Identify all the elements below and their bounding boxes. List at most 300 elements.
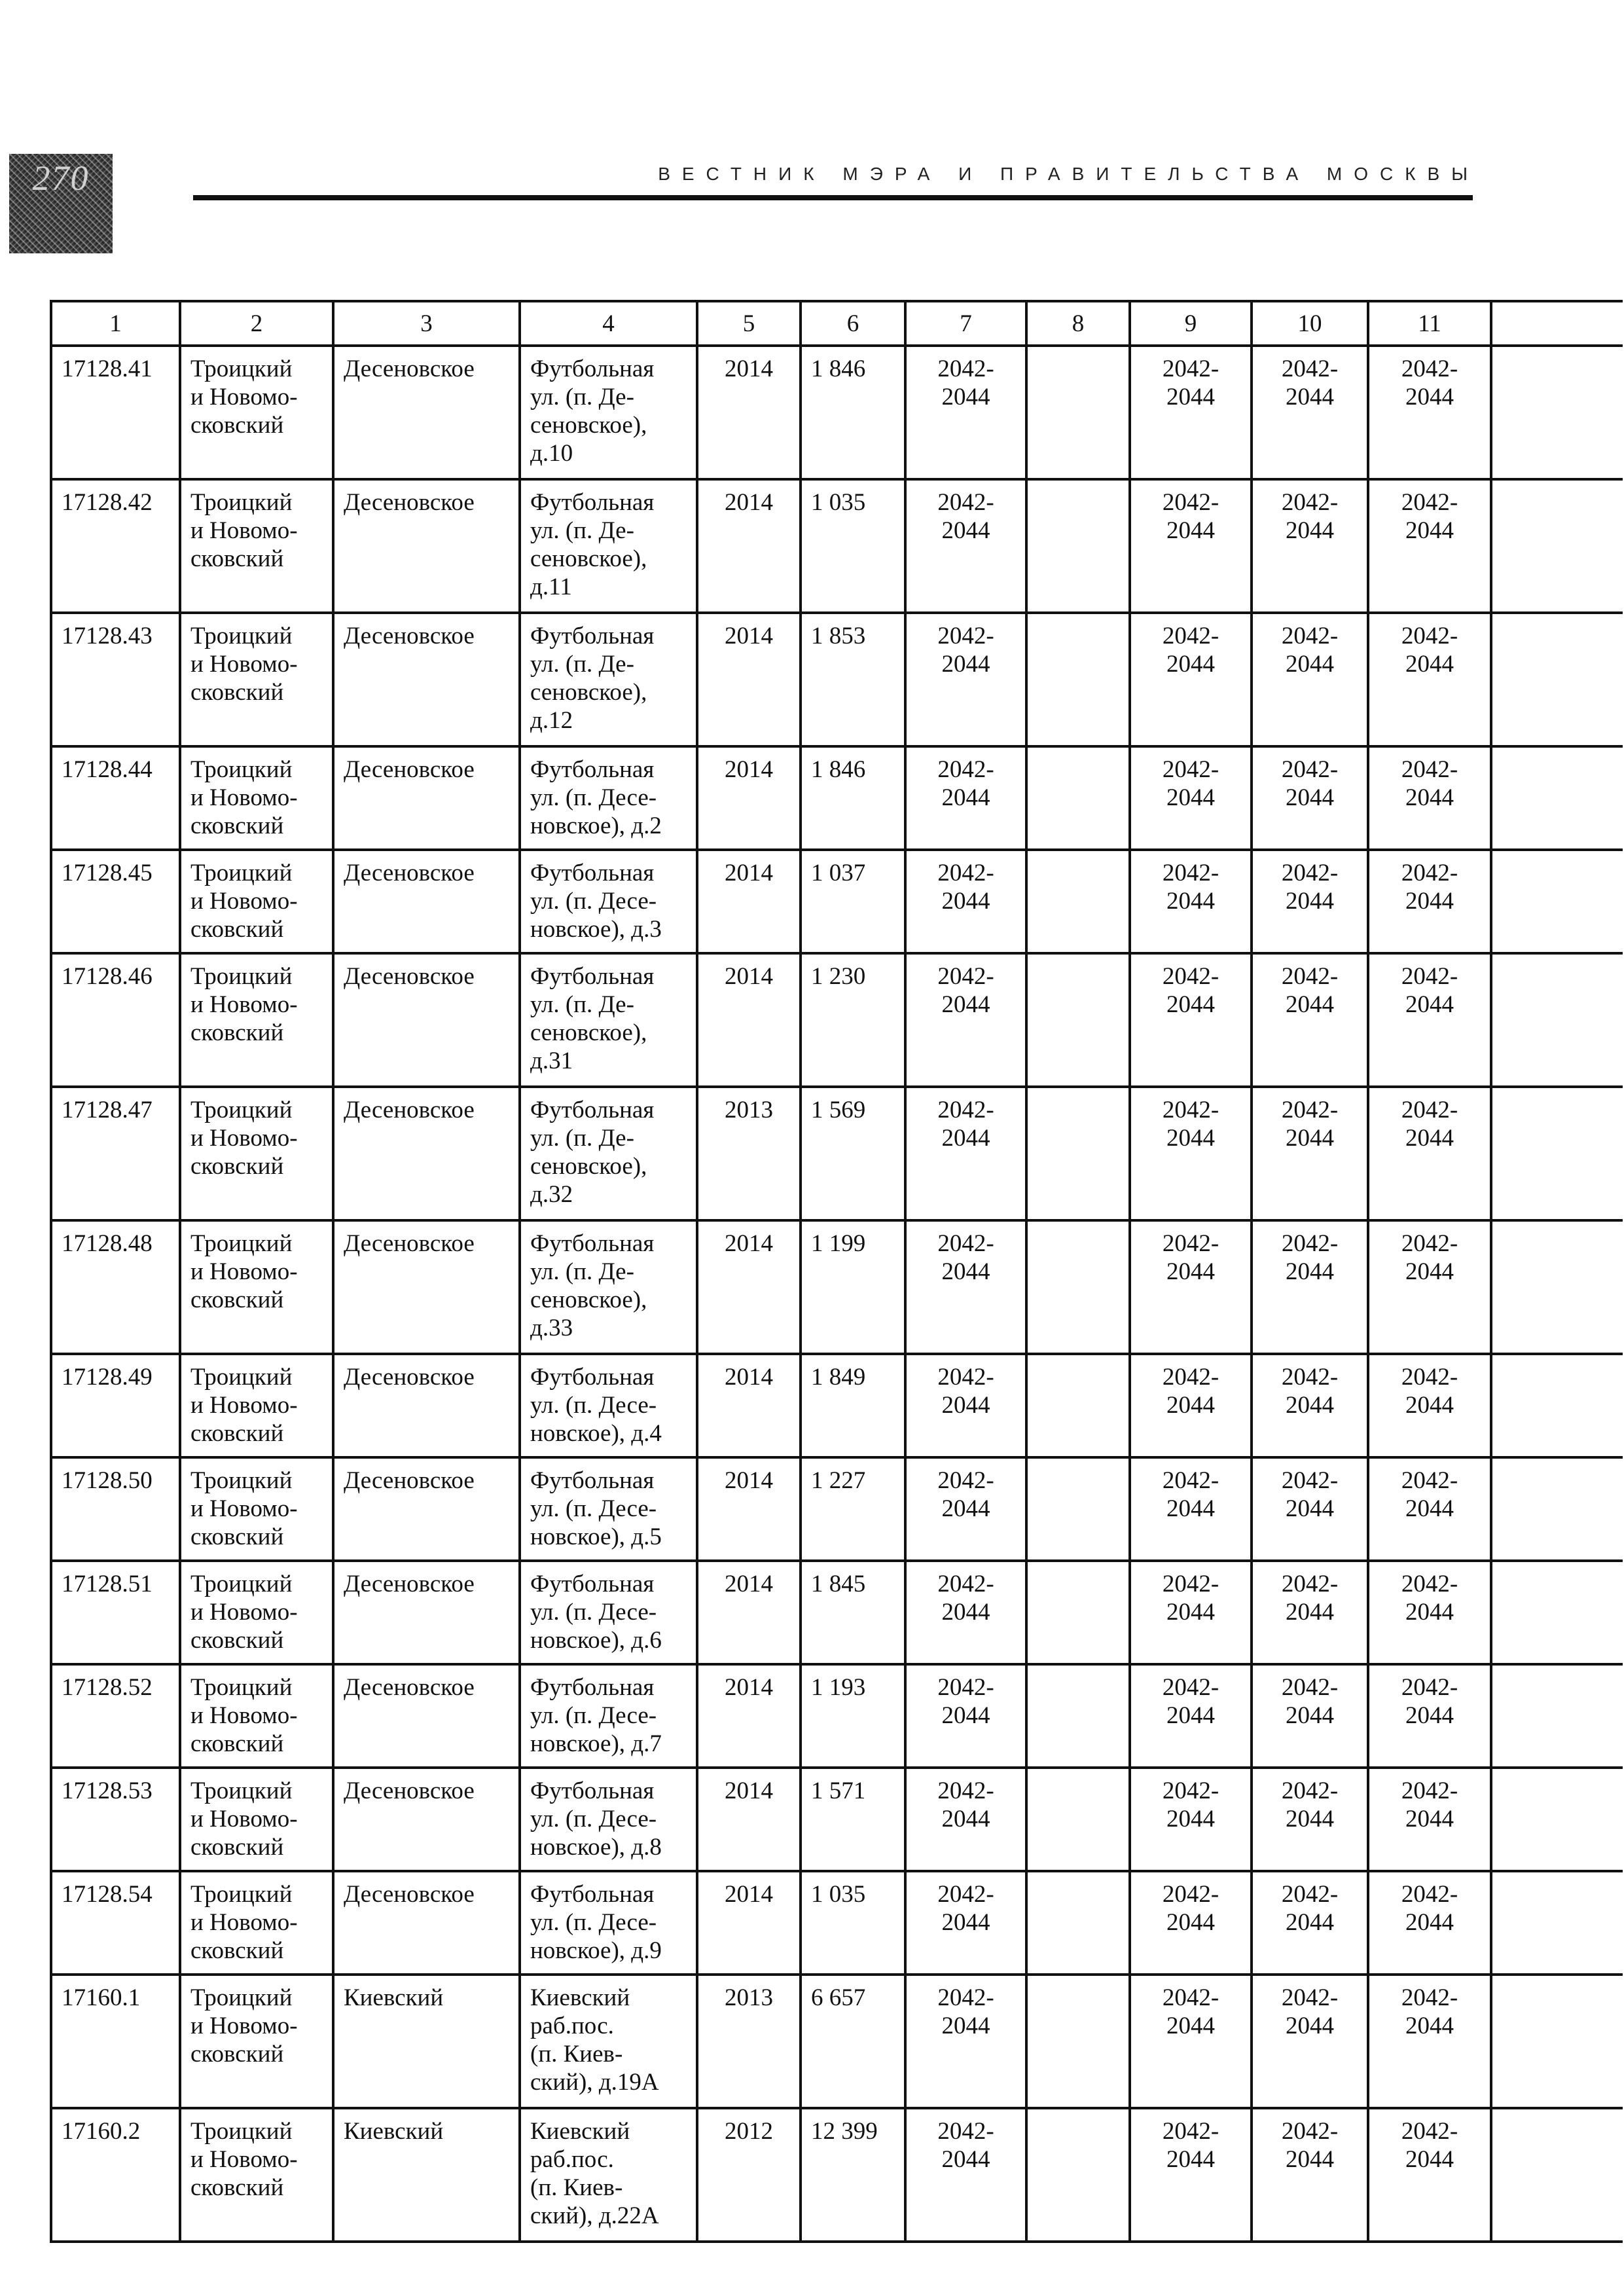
year-cell-text: 2014 <box>725 1230 773 1257</box>
col8-cell <box>1026 953 1130 1087</box>
settlement-cell <box>333 1664 520 1768</box>
col11-cell-text: 2042- 2044 <box>1401 963 1458 1018</box>
col7-cell <box>905 850 1026 953</box>
col10-cell <box>1252 1664 1368 1768</box>
col11-cell <box>1368 1975 1491 2108</box>
address-cell <box>520 1087 697 1220</box>
district-cell-text: Троицкий и Новомо- сковский <box>190 963 298 1046</box>
year-cell <box>697 746 801 850</box>
row-id <box>51 746 180 850</box>
area-cell-text: 1 853 <box>811 623 866 649</box>
area-cell <box>801 746 905 850</box>
row-id <box>51 1664 180 1768</box>
address-cell-text: Футбольная ул. (п. Десе- новское), д.3 <box>530 860 662 943</box>
settlement-cell-text: Десеновское <box>344 756 475 783</box>
address-cell <box>520 1561 697 1664</box>
settlement-cell <box>333 1220 520 1354</box>
address-cell-text: Футбольная ул. (п. Де- сеновское), д.11 <box>530 489 655 600</box>
district-cell <box>180 613 333 746</box>
year-cell <box>697 1975 801 2108</box>
col7-cell <box>905 1871 1026 1975</box>
col8-cell <box>1026 1768 1130 1871</box>
area-cell-text: 1 230 <box>811 963 866 990</box>
address-cell <box>520 2108 697 2242</box>
col11-cell-text: 2042- 2044 <box>1401 355 1458 410</box>
settlement-cell-text: Десеновское <box>344 1881 475 1908</box>
row-id <box>51 1457 180 1561</box>
address-cell-text: Футбольная ул. (п. Де- сеновское), д.31 <box>530 963 655 1074</box>
area-cell-text: 12 399 <box>811 2118 878 2145</box>
address-cell <box>520 1354 697 1457</box>
district-cell <box>180 479 333 613</box>
col10-cell <box>1252 1561 1368 1664</box>
col7-cell-text: 2042- 2044 <box>937 1984 994 2039</box>
column-header: 3 <box>333 301 520 346</box>
col12-cell <box>1491 1087 1623 1220</box>
district-cell <box>180 2108 333 2242</box>
col10-cell <box>1252 1457 1368 1561</box>
settlement-cell-text: Десеновское <box>344 489 475 516</box>
year-cell <box>697 953 801 1087</box>
col11-cell-text: 2042- 2044 <box>1401 1881 1458 1936</box>
col12-cell <box>1491 1220 1623 1354</box>
year-cell-text: 2014 <box>725 756 773 783</box>
col10-cell <box>1252 1871 1368 1975</box>
table-row <box>51 850 1623 953</box>
year-cell-text: 2014 <box>725 1881 773 1908</box>
row-id-text: 17160.1 <box>62 1984 141 2011</box>
col8-cell <box>1026 2108 1130 2242</box>
settlement-cell <box>333 1457 520 1561</box>
settlement-cell-text: Десеновское <box>344 623 475 649</box>
col7-cell-text: 2042- 2044 <box>937 1230 994 1285</box>
col10-cell <box>1252 850 1368 953</box>
table-row <box>51 1871 1623 1975</box>
col9-cell-text: 2042- 2044 <box>1162 756 1219 811</box>
col9-cell-text: 2042- 2044 <box>1162 1364 1219 1419</box>
col11-cell <box>1368 953 1491 1087</box>
col10-cell <box>1252 953 1368 1087</box>
district-cell <box>180 1354 333 1457</box>
year-cell <box>697 479 801 613</box>
address-cell-text: Футбольная ул. (п. Де- сеновское), д.32 <box>530 1097 655 1208</box>
address-cell <box>520 1871 697 1975</box>
col7-cell-text: 2042- 2044 <box>937 1674 994 1729</box>
col11-cell-text: 2042- 2044 <box>1401 756 1458 811</box>
col7-cell-text: 2042- 2044 <box>937 1881 994 1936</box>
col11-cell <box>1368 613 1491 746</box>
settlement-cell <box>333 850 520 953</box>
col8-cell <box>1026 1975 1130 2108</box>
row-id <box>51 613 180 746</box>
col9-cell <box>1130 346 1252 479</box>
district-cell <box>180 1220 333 1354</box>
col7-cell-text: 2042- 2044 <box>937 2118 994 2173</box>
col8-cell <box>1026 346 1130 479</box>
address-cell-text: Футбольная ул. (п. Десе- новское), д.7 <box>530 1674 662 1757</box>
district-cell <box>180 1975 333 2108</box>
area-cell <box>801 479 905 613</box>
col10-cell <box>1252 1975 1368 2108</box>
col9-cell-text: 2042- 2044 <box>1162 1571 1219 1626</box>
settlement-cell <box>333 2108 520 2242</box>
area-cell-text: 1 845 <box>811 1571 866 1597</box>
col8-cell <box>1026 1220 1130 1354</box>
district-cell <box>180 1871 333 1975</box>
running-head: ВЕСТНИК МЭРА И ПРАВИТЕЛЬСТВА МОСКВЫ <box>658 164 1479 184</box>
area-cell <box>801 1768 905 1871</box>
settlement-cell <box>333 1354 520 1457</box>
col11-cell-text: 2042- 2044 <box>1401 1777 1458 1832</box>
col10-cell-text: 2042- 2044 <box>1281 355 1339 410</box>
col10-cell <box>1252 1220 1368 1354</box>
col12-cell <box>1491 746 1623 850</box>
col10-cell-text: 2042- 2044 <box>1281 1571 1339 1626</box>
area-cell-text: 1 227 <box>811 1467 866 1494</box>
settlement-cell-text: Десеновское <box>344 963 475 990</box>
settlement-cell <box>333 479 520 613</box>
col11-cell-text: 2042- 2044 <box>1401 1984 1458 2039</box>
col8-cell <box>1026 479 1130 613</box>
table-body <box>51 346 1623 2242</box>
year-cell-text: 2014 <box>725 860 773 886</box>
district-cell <box>180 746 333 850</box>
settlement-cell <box>333 1561 520 1664</box>
col11-cell-text: 2042- 2044 <box>1401 860 1458 915</box>
year-cell <box>697 1457 801 1561</box>
row-id-text: 17128.42 <box>62 489 153 516</box>
col9-cell <box>1130 1768 1252 1871</box>
col7-cell-text: 2042- 2044 <box>937 489 994 544</box>
col7-cell-text: 2042- 2044 <box>937 860 994 915</box>
area-cell <box>801 1220 905 1354</box>
address-cell <box>520 1975 697 2108</box>
col8-cell <box>1026 746 1130 850</box>
col11-cell <box>1368 850 1491 953</box>
col10-cell-text: 2042- 2044 <box>1281 623 1339 678</box>
district-cell-text: Троицкий и Новомо- сковский <box>190 2118 298 2201</box>
row-id-text: 17128.53 <box>62 1777 153 1804</box>
area-cell <box>801 1871 905 1975</box>
year-cell-text: 2014 <box>725 355 773 382</box>
col9-cell-text: 2042- 2044 <box>1162 1881 1219 1936</box>
col8-cell <box>1026 1354 1130 1457</box>
row-id-text: 17128.49 <box>62 1364 153 1391</box>
area-cell-text: 6 657 <box>811 1984 866 2011</box>
col7-cell <box>905 479 1026 613</box>
row-id-text: 17128.43 <box>62 623 153 649</box>
col8-cell <box>1026 1871 1130 1975</box>
settlement-cell-text: Десеновское <box>344 1230 475 1257</box>
row-id <box>51 479 180 613</box>
col7-cell <box>905 2108 1026 2242</box>
col10-cell-text: 2042- 2044 <box>1281 2118 1339 2173</box>
address-cell <box>520 1664 697 1768</box>
settlement-cell <box>333 1087 520 1220</box>
row-id-text: 17128.41 <box>62 355 153 382</box>
col7-cell <box>905 1354 1026 1457</box>
column-header: 5 <box>697 301 801 346</box>
row-id <box>51 1561 180 1664</box>
col11-cell-text: 2042- 2044 <box>1401 1467 1458 1522</box>
address-cell <box>520 479 697 613</box>
data-table <box>50 300 1623 2243</box>
col11-cell-text: 2042- 2044 <box>1401 2118 1458 2173</box>
district-cell-text: Троицкий и Новомо- сковский <box>190 860 298 943</box>
address-cell-text: Футбольная ул. (п. Де- сеновское), д.12 <box>530 623 655 734</box>
row-id-text: 17160.2 <box>62 2118 141 2145</box>
col12-cell <box>1491 1975 1623 2108</box>
col7-cell <box>905 613 1026 746</box>
table-row <box>51 1087 1623 1220</box>
col9-cell-text: 2042- 2044 <box>1162 1097 1219 1152</box>
col9-cell <box>1130 746 1252 850</box>
district-cell-text: Троицкий и Новомо- сковский <box>190 1777 298 1861</box>
col9-cell <box>1130 1664 1252 1768</box>
settlement-cell <box>333 1871 520 1975</box>
row-id <box>51 1871 180 1975</box>
col11-cell-text: 2042- 2044 <box>1401 489 1458 544</box>
col9-cell <box>1130 1871 1252 1975</box>
row-id <box>51 346 180 479</box>
col12-cell <box>1491 953 1623 1087</box>
settlement-cell-text: Десеновское <box>344 1571 475 1597</box>
col10-cell <box>1252 346 1368 479</box>
area-cell <box>801 613 905 746</box>
header-row <box>51 301 1623 346</box>
col10-cell-text: 2042- 2044 <box>1281 1230 1339 1285</box>
address-cell-text: Футбольная ул. (п. Десе- новское), д.6 <box>530 1571 662 1654</box>
row-id <box>51 2108 180 2242</box>
district-cell <box>180 1087 333 1220</box>
year-cell-text: 2012 <box>725 2118 773 2145</box>
address-cell <box>520 1768 697 1871</box>
row-id <box>51 953 180 1087</box>
year-cell <box>697 1664 801 1768</box>
col11-cell-text: 2042- 2044 <box>1401 1571 1458 1626</box>
year-cell-text: 2014 <box>725 1674 773 1701</box>
district-cell <box>180 1457 333 1561</box>
row-id-text: 17128.48 <box>62 1230 153 1257</box>
page-number-badge <box>9 154 113 253</box>
area-cell <box>801 850 905 953</box>
col10-cell <box>1252 2108 1368 2242</box>
header-rule <box>193 195 1473 200</box>
row-id <box>51 1354 180 1457</box>
col7-cell-text: 2042- 2044 <box>937 756 994 811</box>
col7-cell <box>905 1561 1026 1664</box>
area-cell <box>801 1354 905 1457</box>
address-cell-text: Футбольная ул. (п. Десе- новское), д.9 <box>530 1881 662 1964</box>
col7-cell <box>905 1220 1026 1354</box>
area-cell-text: 1 569 <box>811 1097 866 1123</box>
col9-cell <box>1130 1561 1252 1664</box>
area-cell <box>801 1975 905 2108</box>
settlement-cell-text: Десеновское <box>344 1674 475 1701</box>
col9-cell <box>1130 1087 1252 1220</box>
settlement-cell-text: Киевский <box>344 2118 444 2145</box>
col10-cell-text: 2042- 2044 <box>1281 1467 1339 1522</box>
col7-cell-text: 2042- 2044 <box>937 1777 994 1832</box>
area-cell-text: 1 571 <box>811 1777 866 1804</box>
col9-cell <box>1130 613 1252 746</box>
area-cell-text: 1 849 <box>811 1364 866 1391</box>
year-cell <box>697 2108 801 2242</box>
year-cell-text: 2014 <box>725 963 773 990</box>
table-row <box>51 1354 1623 1457</box>
col12-cell <box>1491 1354 1623 1457</box>
settlement-cell-text: Десеновское <box>344 1467 475 1494</box>
col9-cell-text: 2042- 2044 <box>1162 2118 1219 2173</box>
table-row <box>51 2108 1623 2242</box>
table-row <box>51 1561 1623 1664</box>
address-cell-text: Футбольная ул. (п. Десе- новское), д.2 <box>530 756 662 839</box>
year-cell <box>697 1087 801 1220</box>
table-row <box>51 746 1623 850</box>
col9-cell <box>1130 953 1252 1087</box>
row-id-text: 17128.45 <box>62 860 153 886</box>
col10-cell-text: 2042- 2044 <box>1281 860 1339 915</box>
column-header: 10 <box>1252 301 1368 346</box>
col11-cell-text: 2042- 2044 <box>1401 1097 1458 1152</box>
settlement-cell-text: Десеновское <box>344 1097 475 1123</box>
year-cell <box>697 1561 801 1664</box>
col12-cell <box>1491 613 1623 746</box>
area-cell-text: 1 193 <box>811 1674 866 1701</box>
settlement-cell <box>333 953 520 1087</box>
col11-cell-text: 2042- 2044 <box>1401 623 1458 678</box>
table-row <box>51 1975 1623 2108</box>
table-row <box>51 1768 1623 1871</box>
row-id <box>51 850 180 953</box>
address-cell <box>520 346 697 479</box>
column-header: 6 <box>801 301 905 346</box>
col9-cell <box>1130 1220 1252 1354</box>
area-cell-text: 1 035 <box>811 1881 866 1908</box>
col10-cell <box>1252 1768 1368 1871</box>
settlement-cell-text: Киевский <box>344 1984 444 2011</box>
col9-cell <box>1130 850 1252 953</box>
district-cell-text: Троицкий и Новомо- сковский <box>190 1674 298 1757</box>
col11-cell <box>1368 2108 1491 2242</box>
address-cell <box>520 1457 697 1561</box>
row-id-text: 17128.50 <box>62 1467 153 1494</box>
row-id <box>51 1220 180 1354</box>
col11-cell <box>1368 1561 1491 1664</box>
col11-cell <box>1368 1087 1491 1220</box>
year-cell-text: 2014 <box>725 1467 773 1494</box>
address-cell-text: Футбольная ул. (п. Де- сеновское), д.10 <box>530 355 655 467</box>
col7-cell <box>905 746 1026 850</box>
row-id <box>51 1975 180 2108</box>
column-header: 9 <box>1130 301 1252 346</box>
year-cell <box>697 346 801 479</box>
col10-cell <box>1252 613 1368 746</box>
area-cell-text: 1 199 <box>811 1230 866 1257</box>
district-cell-text: Троицкий и Новомо- сковский <box>190 1364 298 1447</box>
area-cell <box>801 1561 905 1664</box>
col8-cell <box>1026 613 1130 746</box>
column-header: 8 <box>1026 301 1130 346</box>
row-id-text: 17128.46 <box>62 963 153 990</box>
row-id-text: 17128.54 <box>62 1881 153 1908</box>
col11-cell <box>1368 346 1491 479</box>
area-cell <box>801 346 905 479</box>
col8-cell <box>1026 1087 1130 1220</box>
col11-cell <box>1368 1768 1491 1871</box>
settlement-cell-text: Десеновское <box>344 1777 475 1804</box>
col12-cell <box>1491 1871 1623 1975</box>
table-row <box>51 613 1623 746</box>
column-header: 11 <box>1368 301 1491 346</box>
col7-cell <box>905 1768 1026 1871</box>
settlement-cell <box>333 346 520 479</box>
col10-cell-text: 2042- 2044 <box>1281 1097 1339 1152</box>
col12-cell <box>1491 1457 1623 1561</box>
column-header: 2 <box>180 301 333 346</box>
table-row <box>51 953 1623 1087</box>
col10-cell-text: 2042- 2044 <box>1281 1984 1339 2039</box>
col9-cell <box>1130 1457 1252 1561</box>
col12-cell <box>1491 346 1623 479</box>
col11-cell <box>1368 1354 1491 1457</box>
col9-cell <box>1130 2108 1252 2242</box>
year-cell-text: 2014 <box>725 1571 773 1597</box>
district-cell <box>180 1768 333 1871</box>
col9-cell-text: 2042- 2044 <box>1162 963 1219 1018</box>
district-cell <box>180 1561 333 1664</box>
col9-cell-text: 2042- 2044 <box>1162 860 1219 915</box>
area-cell <box>801 1457 905 1561</box>
col10-cell-text: 2042- 2044 <box>1281 1881 1339 1936</box>
address-cell <box>520 1220 697 1354</box>
address-cell <box>520 850 697 953</box>
col11-cell <box>1368 746 1491 850</box>
row-id-text: 17128.51 <box>62 1571 153 1597</box>
col7-cell-text: 2042- 2044 <box>937 1364 994 1419</box>
area-cell-text: 1 035 <box>811 489 866 516</box>
col7-cell <box>905 1664 1026 1768</box>
district-cell <box>180 953 333 1087</box>
row-id-text: 17128.44 <box>62 756 153 783</box>
column-header: 1 <box>51 301 180 346</box>
year-cell-text: 2013 <box>725 1097 773 1123</box>
district-cell-text: Троицкий и Новомо- сковский <box>190 1097 298 1180</box>
district-cell-text: Троицкий и Новомо- сковский <box>190 1571 298 1654</box>
col9-cell-text: 2042- 2044 <box>1162 489 1219 544</box>
year-cell-text: 2014 <box>725 623 773 649</box>
area-cell <box>801 1087 905 1220</box>
col10-cell-text: 2042- 2044 <box>1281 963 1339 1018</box>
col7-cell-text: 2042- 2044 <box>937 1097 994 1152</box>
settlement-cell-text: Десеновское <box>344 1364 475 1391</box>
col12-cell <box>1491 1664 1623 1768</box>
year-cell <box>697 613 801 746</box>
district-cell-text: Троицкий и Новомо- сковский <box>190 355 298 439</box>
settlement-cell <box>333 1768 520 1871</box>
address-cell <box>520 613 697 746</box>
col7-cell <box>905 953 1026 1087</box>
district-cell-text: Троицкий и Новомо- сковский <box>190 489 298 572</box>
address-cell <box>520 953 697 1087</box>
col8-cell <box>1026 850 1130 953</box>
area-cell-text: 1 846 <box>811 756 866 783</box>
col7-cell <box>905 346 1026 479</box>
col9-cell-text: 2042- 2044 <box>1162 1230 1219 1285</box>
area-cell <box>801 1664 905 1768</box>
col10-cell <box>1252 479 1368 613</box>
col11-cell-text: 2042- 2044 <box>1401 1364 1458 1419</box>
